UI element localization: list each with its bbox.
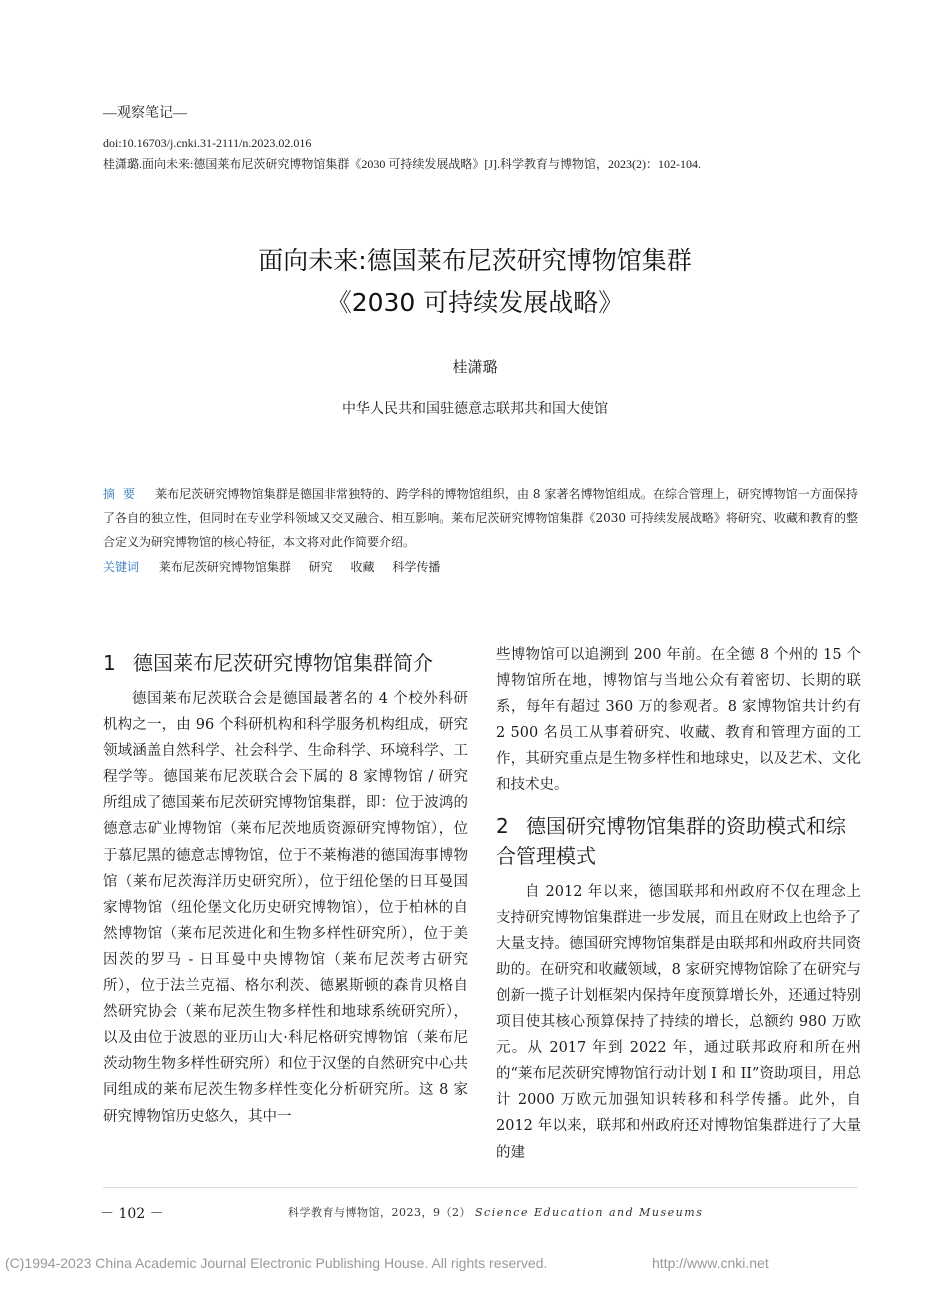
section-title: 德国研究博物馆集群的资助模式和综合管理模式 [496,813,846,868]
keywords-label: 关键词 [103,560,140,574]
doi-line: doi:10.16703/j.cnki.31-2111/n.2023.02.016 [103,136,312,150]
section-2-heading [496,811,861,871]
author: 桂潇璐 [452,358,498,376]
section-number: 2 [496,813,509,838]
abstract-label: 摘要 [103,487,144,501]
body-column-left [103,636,468,1130]
affiliation: 中华人民共和国驻德意志联邦共和国大使馆 [342,401,608,417]
paper-title-line-2: 《2030 可持续发展战略》 [326,288,624,317]
section-number: 1 [103,651,116,675]
abstract [103,482,858,554]
keyword-item: 科学传播 [392,560,441,574]
keyword-item: 莱布尼茨研究博物馆集群 [158,560,291,574]
abstract-text: 莱布尼茨研究博物馆集群是德国非常独特的、跨学科的博物馆组织，由 8 家著名博物馆组成。在综合管理上，研究博物馆一方面保持了各自的独立性，但同时在专业学科领域又交叉融合、相互影响。莱布尼茨研究博物馆集群《2030 可持续发展战略》将研究、收藏和教育的整合定义为研究博物馆的核心特征，本文将对此作简要介绍。 [103,487,858,549]
copyright-text: (C)1994-2023 China Academic Journal Electronic Publishing House. All rights reserved. [5,1255,548,1271]
section-1-heading [103,648,468,678]
copyright-link[interactable]: http://www.cnki.net [652,1255,769,1271]
body-paragraph: 德国莱布尼茨联合会是德国最著名的 4 个校外科研机构之一，由 96 个科研机构和科学服务机构组成，研究领域涵盖自然科学、社会科学、生命科学、环境科学、工程学等。德国莱布尼茨联合会下属的 8 家博物馆 / 研究所组成了德国莱布尼茨研究博物馆集群，即：位于波鸿的德意志矿业博物馆（莱布尼茨地质资源研究博物馆），位于慕尼黑的德意志博物馆，位于不莱梅港的德国海事博物馆（莱布尼茨海洋历史研究所），位于纽伦堡的日耳曼国家博物馆（纽伦堡文化历史研究博物馆），位于柏林的自然博物馆（莱布尼茨进化和生物多样性研究所），位于美因茨的罗马 - 日耳曼中央博物馆（莱布尼茨考古研究所），位于法兰克福、格尔利茨、德累斯顿的森肯贝格自然研究协会（莱布尼茨生物多样性和地球系统研究所），以及由位于波恩的亚历山大·科尼格研究博物馆（莱布尼茨动物生物多样性研究所）和位于汉堡的自然研究中心共同组成的莱布尼茨生物多样性变化分析研究所。这 8 家研究博物馆历史悠久，其中一 [103,691,468,1125]
journal-name-cn: 科学教育与博物馆，2023，9（2） [288,1206,471,1219]
body-paragraph: 自 2012 年以来，德国联邦和州政府不仅在理念上支持研究博物馆集群进一步发展，而且在财政上也给予了大量支持。德国研究博物馆集群是由联邦和州政府共同资助的。在研究和收藏领域，8 家研究博物馆除了在研究与创新一揽子计划框架内保持年度预算增长外，还通过特别项目使其核心预算保持了持续的增长，总额约 980 万欧元。从 2017 年到 2022 年，通过联邦政府和所在州的“莱布尼茨研究博物馆行动计划 I 和 II”资助项目，用总计 2000 万欧元加强知识转移和科学传播。此外，自 2012 年以来，联邦和州政府还对博物馆集群进行了大量的建 [496,883,861,1161]
body-paragraph-continued: 些博物馆可以追溯到 200 年前。在全德 8 个州的 15 个博物馆所在地，博物馆与当地公众有着密切、长期的联系，每年有超过 360 万的参观者。8 家博物馆共计约有 2 500 名员工从事着研究、收藏、教育和管理方面的工作，其研究重点是生物多样性和地球史，以及艺术、文化和技术史。 [496,647,861,794]
footer-divider [103,1187,858,1188]
keywords [103,555,858,579]
column-tag: —观察笔记— [103,106,187,121]
page-number: － 102 － [100,1206,164,1222]
copyright-bar [0,1252,950,1274]
citation-line: 桂潇璐.面向未来:德国莱布尼茨研究博物馆集群《2030 可持续发展战略》[J].科学教育与博物馆，2023(2)：102-104. [103,157,701,171]
paper-title-line-1: 面向未来:德国莱布尼茨研究博物馆集群 [258,246,692,275]
body-column-right [496,642,861,1166]
section-title: 德国莱布尼茨研究博物馆集群简介 [133,651,433,675]
journal-running-footer [288,1204,703,1220]
keyword-item: 收藏 [350,560,375,574]
journal-name-en: Science Education and Museums [475,1206,704,1219]
keyword-item: 研究 [308,560,333,574]
